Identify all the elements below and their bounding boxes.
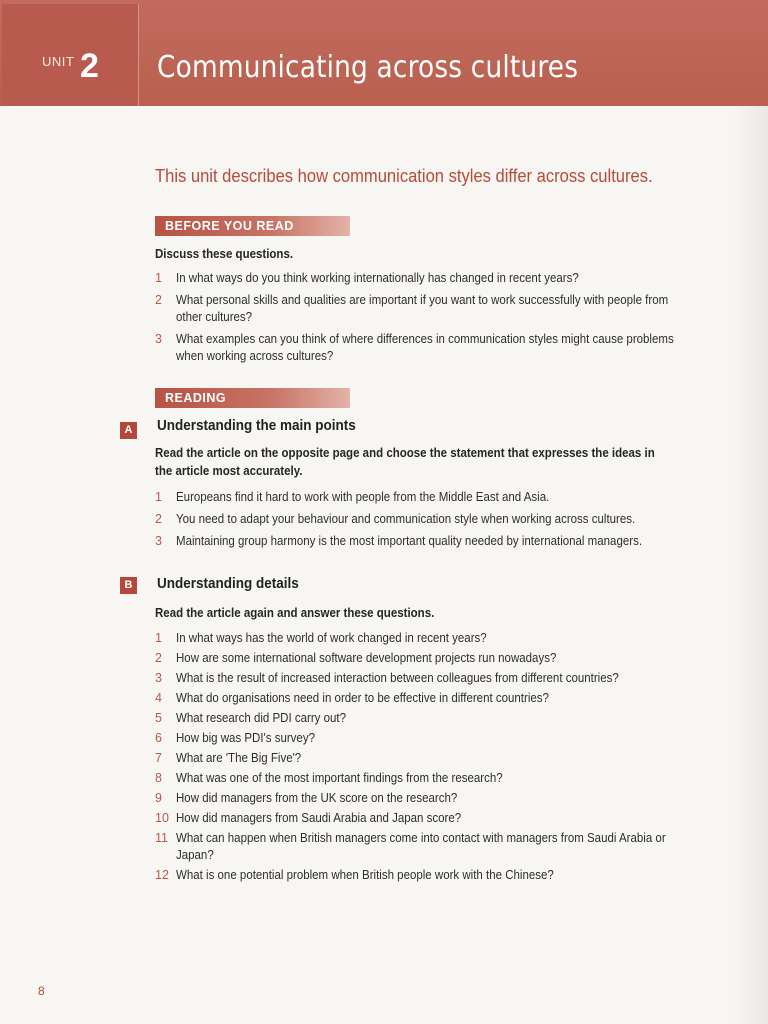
- item-text: How big was PDI's survey?: [176, 731, 315, 745]
- item-text: How did managers from Saudi Arabia and Japan score?: [176, 811, 462, 825]
- list-item: [155, 770, 715, 787]
- list-item: [155, 650, 715, 667]
- unit-intro: This unit describes how communication styles differ across cultures.: [155, 166, 653, 186]
- item-number: 10: [155, 811, 169, 825]
- section-a-list: [155, 489, 715, 555]
- list-item: [155, 670, 715, 687]
- item-number: 1: [155, 490, 162, 504]
- item-text: In what ways has the world of work changed in recent years?: [176, 631, 487, 645]
- list-item: [155, 270, 715, 287]
- section-b-instruction: Read the article again and answer these questions.: [155, 606, 435, 620]
- item-number: 9: [155, 791, 162, 805]
- item-number: 12: [155, 868, 169, 882]
- section-a-letter: A: [120, 422, 137, 439]
- list-item: [155, 511, 715, 528]
- item-number: 2: [155, 512, 162, 526]
- item-number: 5: [155, 711, 162, 725]
- before-you-read-bar: BEFORE YOU READ: [155, 216, 350, 236]
- list-item: [155, 810, 715, 827]
- section-a-heading: Understanding the main points: [157, 417, 356, 434]
- item-text: What examples can you think of where differences in communication styles might cause problems when working across cultures?: [176, 332, 674, 363]
- before-you-read-list: [155, 270, 715, 370]
- item-number: 1: [155, 271, 162, 285]
- item-text: What research did PDI carry out?: [176, 711, 347, 725]
- item-text: What do organisations need in order to be effective in different countries?: [176, 691, 549, 705]
- reading-bar: READING: [155, 388, 350, 408]
- list-item: [155, 867, 715, 884]
- item-number: 11: [155, 831, 168, 845]
- item-text: Europeans find it hard to work with people from the Middle East and Asia.: [176, 490, 550, 504]
- item-text: What is one potential problem when British people work with the Chinese?: [176, 868, 554, 882]
- item-number: 3: [155, 332, 162, 346]
- list-item: [155, 730, 715, 747]
- section-a-instruction: Read the article on the opposite page and choose the statement that expresses the ideas in the article most accurately.: [155, 446, 655, 478]
- section-b-heading: Understanding details: [157, 575, 299, 592]
- item-text: How did managers from the UK score on the research?: [176, 791, 458, 805]
- item-number: 7: [155, 751, 162, 765]
- item-number: 6: [155, 731, 162, 745]
- list-item: [155, 292, 715, 326]
- unit-number: 2: [80, 47, 99, 85]
- item-text: How are some international software development projects run nowadays?: [176, 651, 557, 665]
- page-edge-shadow: [732, 0, 768, 1024]
- item-text: In what ways do you think working internationally has changed in recent years?: [176, 271, 579, 285]
- unit-title: Communicating across cultures: [157, 50, 579, 85]
- item-text: What can happen when British managers come into contact with managers from Saudi Arabia or Japan?: [176, 831, 666, 862]
- item-number: 3: [155, 671, 162, 685]
- list-item: [155, 830, 715, 864]
- section-b-list: [155, 630, 715, 887]
- item-number: 1: [155, 631, 162, 645]
- list-item: [155, 750, 715, 767]
- list-item: [155, 331, 715, 365]
- list-item: [155, 790, 715, 807]
- item-number: 3: [155, 534, 162, 548]
- item-text: What is the result of increased interaction between colleagues from different countries?: [176, 671, 619, 685]
- item-text: What was one of the most important findings from the research?: [176, 771, 503, 785]
- item-text: What personal skills and qualities are important if you want to work successfully with people from other cultures?: [176, 293, 669, 324]
- section-b-letter: B: [120, 577, 137, 594]
- item-number: 2: [155, 651, 162, 665]
- item-text: Maintaining group harmony is the most important quality needed by international managers.: [176, 534, 643, 548]
- before-you-read-instruction: Discuss these questions.: [155, 247, 294, 261]
- list-item: [155, 489, 715, 506]
- item-number: 4: [155, 691, 162, 705]
- item-text: What are 'The Big Five'?: [176, 751, 302, 765]
- page-number: 8: [38, 984, 45, 998]
- item-number: 2: [155, 293, 162, 307]
- list-item: [155, 690, 715, 707]
- list-item: [155, 710, 715, 727]
- item-text: You need to adapt your behaviour and communication style when working across cultures.: [176, 512, 636, 526]
- list-item: [155, 533, 715, 550]
- unit-header: [0, 0, 768, 106]
- unit-label: UNIT: [42, 54, 75, 69]
- item-number: 8: [155, 771, 162, 785]
- list-item: [155, 630, 715, 647]
- unit-badge: [2, 4, 139, 106]
